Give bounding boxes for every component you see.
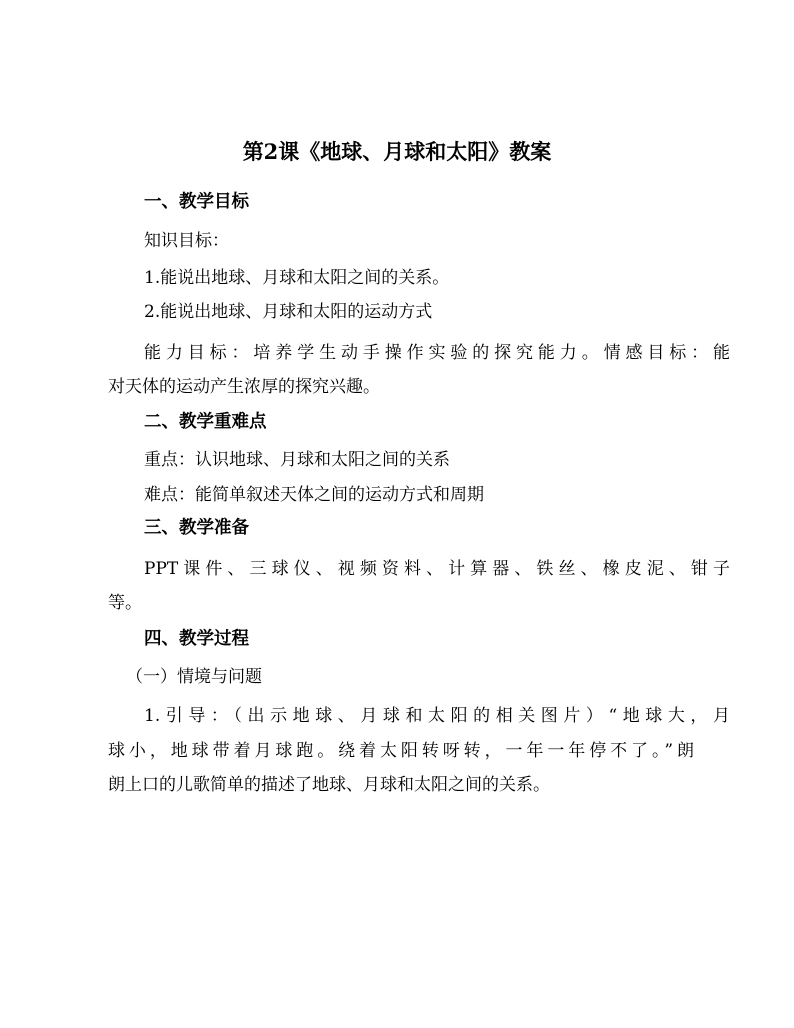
preparation-line-2: 等。 bbox=[108, 593, 142, 613]
knowledge-objective-label: 知识目标： bbox=[144, 231, 229, 251]
process-paragraph-line-3: 朗上口的儿歌简单的描述了地球、月球和太阳之间的关系。 bbox=[108, 775, 550, 795]
preparation-line-1: PPT课件、三球仪、视频资料、计算器、铁丝、橡皮泥、钳子 bbox=[144, 559, 730, 579]
ability-objective-line-1: 能力目标：培养学生动手操作实验的探究能力。情感目标：能 bbox=[144, 343, 730, 363]
process-subheading-1: （一）情境与问题 bbox=[126, 667, 262, 687]
difficult-point: 难点：能简单叙述天体之间的运动方式和周期 bbox=[144, 485, 484, 505]
objective-item-2: 2.能说出地球、月球和太阳的运动方式 bbox=[144, 302, 433, 322]
section-heading-preparation: 三、教学准备 bbox=[144, 518, 249, 538]
objective-item-1: 1.能说出地球、月球和太阳之间的关系。 bbox=[144, 268, 450, 288]
section-heading-process: 四、教学过程 bbox=[144, 629, 249, 649]
section-heading-objectives: 一、教学目标 bbox=[144, 192, 249, 212]
process-paragraph-line-1: 1.引导：（出示地球、月球和太阳的相关图片）“地球大，月 bbox=[144, 706, 730, 726]
document-title: 第2课《地球、月球和太阳》教案 bbox=[242, 139, 552, 164]
process-paragraph-line-2: 球小，地球带着月球跑。绕着太阳转呀转，一年一年停不了。”朗 bbox=[108, 741, 694, 761]
key-point: 重点：认识地球、月球和太阳之间的关系 bbox=[144, 450, 450, 470]
ability-objective-line-2: 对天体的运动产生浓厚的探究兴趣。 bbox=[108, 377, 380, 397]
section-heading-key-points: 二、教学重难点 bbox=[144, 412, 267, 432]
